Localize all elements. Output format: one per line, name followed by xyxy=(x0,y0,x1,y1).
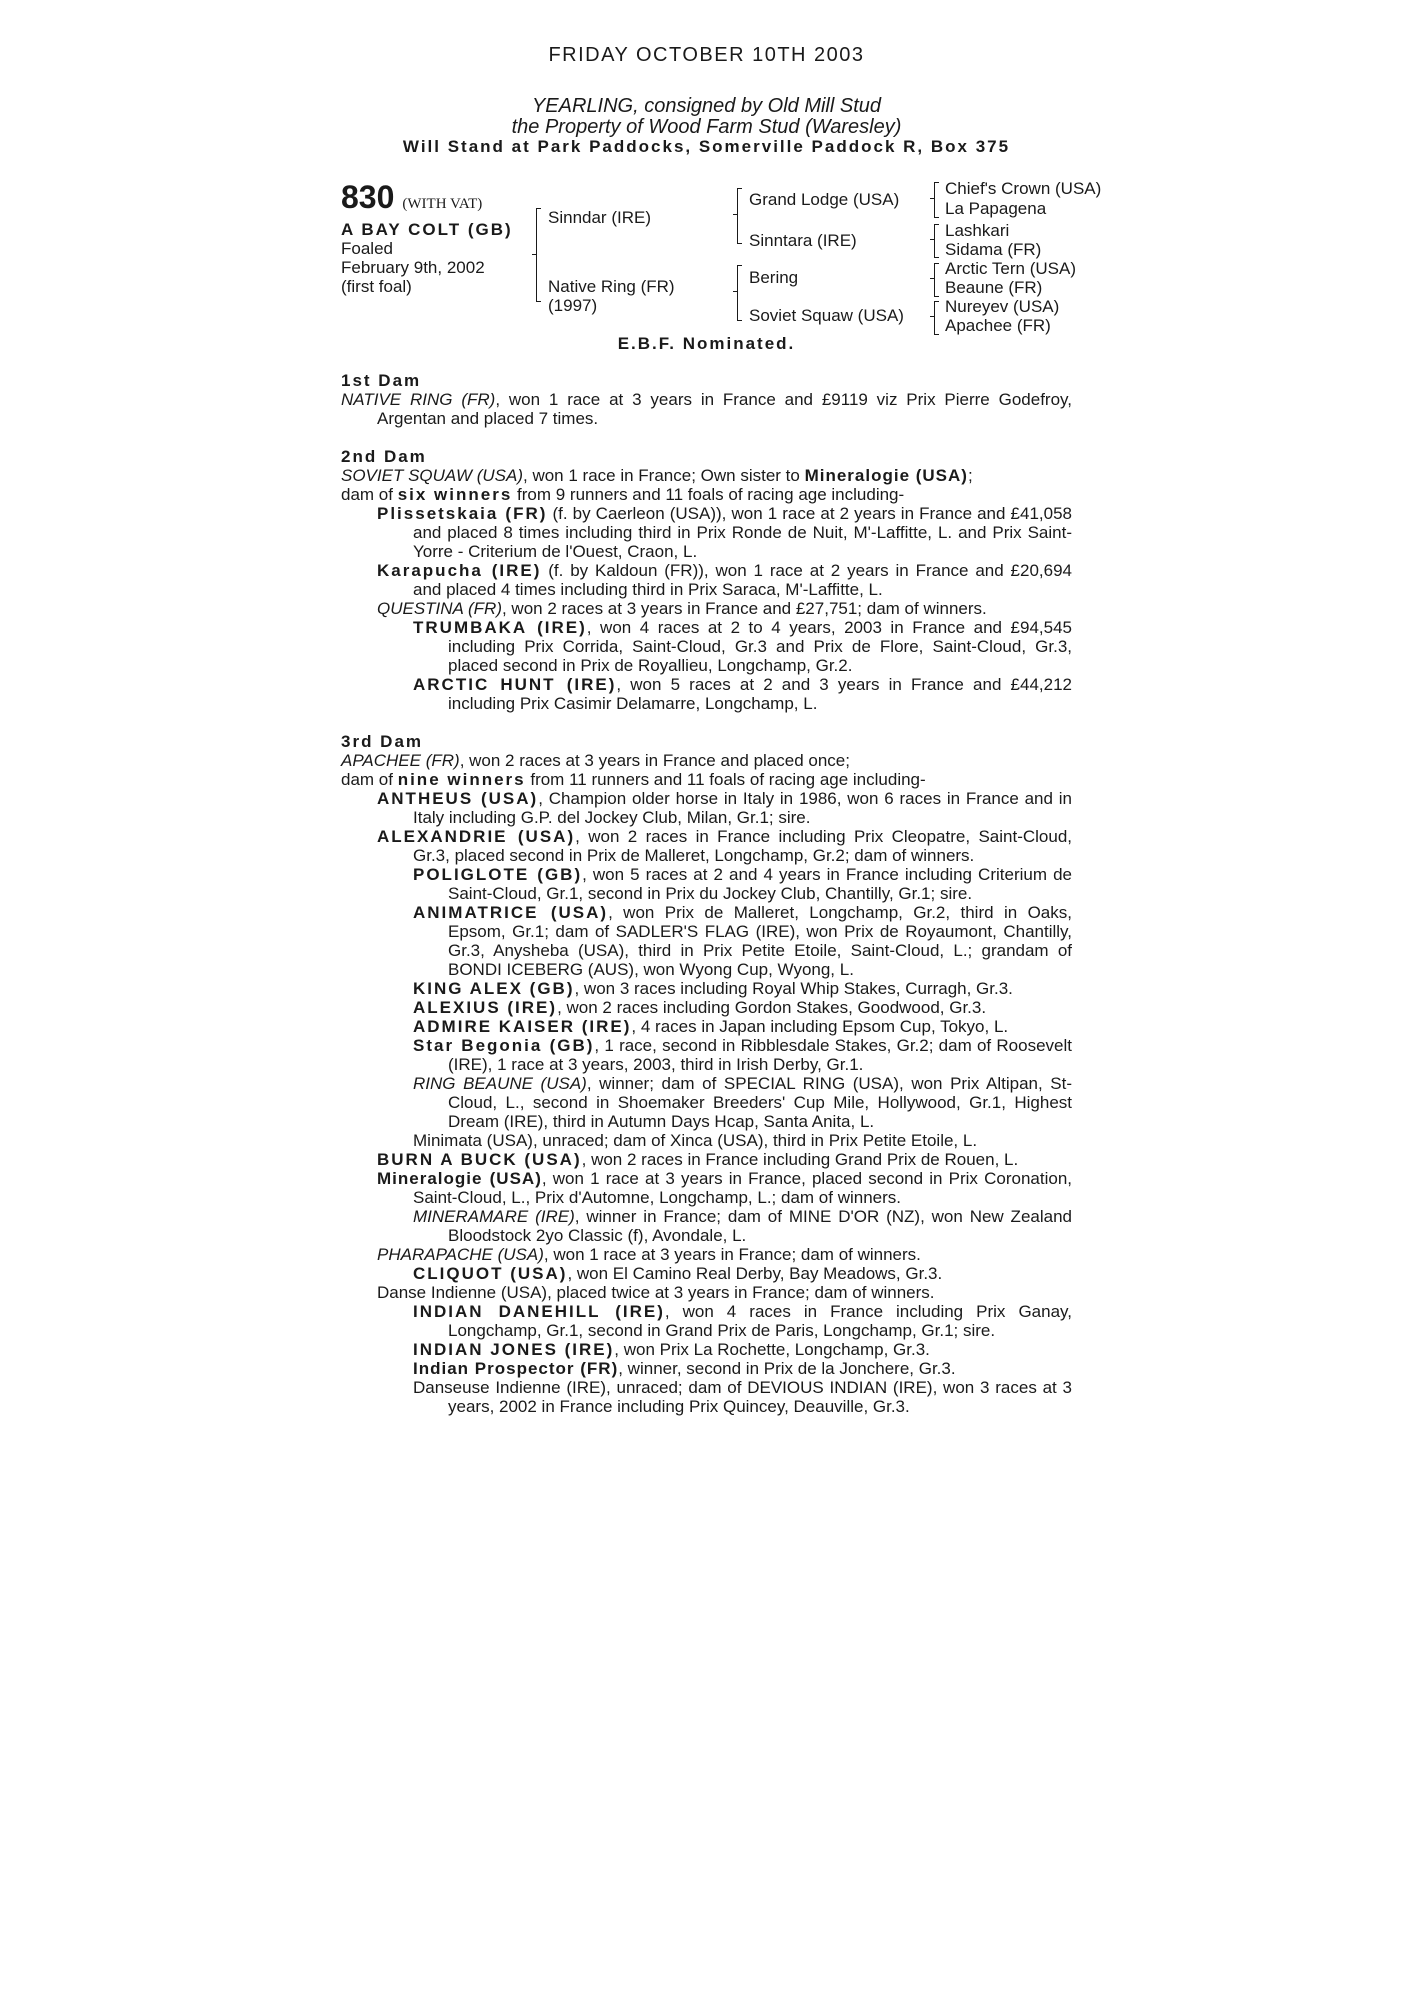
race-record: , won 3 races including Royal Whip Stakes, Curragh, Gr.3. xyxy=(574,979,1013,998)
summary-text: from 9 runners and 11 foals of racing age including- xyxy=(512,485,905,504)
horse-description xyxy=(341,220,513,296)
g-brace xyxy=(934,301,939,335)
great-grandparent: Sidama (FR) xyxy=(945,240,1042,259)
g-brace xyxy=(934,224,939,258)
race-record: , won 2 races including Gordon Stakes, Goodwood, Gr.3. xyxy=(557,998,987,1017)
sire-line-brace xyxy=(737,188,742,244)
horse-name: ALEXANDRIE (USA) xyxy=(377,827,576,846)
g-brace xyxy=(934,263,939,297)
brace-point xyxy=(930,278,935,279)
brace-point xyxy=(930,239,935,240)
consignment-block xyxy=(0,96,1413,138)
produce-entry xyxy=(341,979,1072,998)
horse-name: POLIGLOTE (GB) xyxy=(413,865,583,884)
first-dam-entry xyxy=(341,390,1072,428)
second-dam-summary xyxy=(341,485,1072,504)
great-grandparent: Arctic Tern (USA) xyxy=(945,259,1076,278)
property-line: the Property of Wood Farm Stud (Waresley) xyxy=(511,116,902,138)
produce-entry xyxy=(341,618,1072,675)
winners-count: nine winners xyxy=(397,770,526,789)
horse-name: ARCTIC HUNT (IRE) xyxy=(413,675,617,694)
produce-entry xyxy=(341,1017,1072,1036)
race-record: , unraced; dam of DEVIOUS INDIAN (IRE), won 3 races at 3 years, 2002 in France including Prix Quincey, Deauville, Gr.3. xyxy=(448,1378,1072,1416)
produce-entry xyxy=(341,1036,1072,1074)
race-record: , won 5 races at 2 and 3 years in France and £44,212 including Prix Casimir Delamarre, Longchamp, L. xyxy=(448,675,1072,713)
winners-count: six winners xyxy=(397,485,513,504)
first-dam-title: 1st Dam xyxy=(341,371,422,390)
third-dam-summary xyxy=(341,770,1072,789)
horse-name: ALEXIUS (IRE) xyxy=(413,998,558,1017)
lot-heading xyxy=(341,179,482,216)
race-record: , won 4 races in France including Prix Ganay, Longchamp, Gr.1, second in Grand Prix de Paris, Longchamp, Gr.1; sire. xyxy=(448,1302,1072,1340)
sale-date: FRIDAY OCTOBER 10TH 2003 xyxy=(548,44,865,66)
produce-entry xyxy=(341,1169,1072,1207)
produce-entry xyxy=(341,1074,1072,1131)
brace-point xyxy=(930,198,935,199)
race-record: , won 2 races at 3 years in France and £27,751; dam of winners. xyxy=(501,599,987,618)
horse-name: CLIQUOT (USA) xyxy=(413,1264,568,1283)
produce-entry xyxy=(341,504,1072,561)
horse-name: Karapucha (IRE) xyxy=(377,561,542,580)
consignor-line: YEARLING, consigned by Old Mill Stud xyxy=(531,95,882,117)
dam-name: SOVIET SQUAW (USA) xyxy=(341,466,523,485)
produce-entry xyxy=(341,865,1072,903)
second-dam-title: 2nd Dam xyxy=(341,447,427,466)
brace-point xyxy=(532,254,537,255)
race-record: , placed twice at 3 years in France; dam of winners. xyxy=(547,1283,935,1302)
horse-name: Star Begonia (GB) xyxy=(413,1036,595,1055)
produce-entry xyxy=(341,1378,1072,1416)
g-brace xyxy=(934,182,939,218)
produce-entry xyxy=(341,1302,1072,1340)
race-record: , won 5 races at 2 and 4 years in France including Criterium de Saint-Cloud, Gr.1, second in Prix du Jockey Club, Chantilly, Gr.1; sire. xyxy=(448,865,1072,903)
race-record: , won 1 race at 3 years in France; dam of winners. xyxy=(543,1245,921,1264)
race-record: , 4 races in Japan including Epsom Cup, Tokyo, L. xyxy=(631,1017,1009,1036)
dam-record: , won 2 races at 3 years in France and placed once; xyxy=(459,751,850,770)
dam-record: ; xyxy=(967,466,973,485)
third-dam-title: 3rd Dam xyxy=(341,732,424,751)
horse-name: Danseuse Indienne (IRE) xyxy=(413,1378,606,1397)
sister-name: Mineralogie (USA) xyxy=(804,466,968,485)
race-record: , won El Camino Real Derby, Bay Meadows, Gr.3. xyxy=(567,1264,943,1283)
second-dam-entry xyxy=(341,466,1072,485)
great-grandparent: Chief's Crown (USA) xyxy=(945,179,1102,198)
brace-point xyxy=(930,316,935,317)
race-record: , won 2 races in France including Prix Cleopatre, Saint-Cloud, Gr.3, placed second in Prix de Malleret, Longchamp, Gr.2; dam of winners. xyxy=(413,827,1072,865)
produce-entry xyxy=(341,1207,1072,1245)
summary-text: dam of xyxy=(341,485,398,504)
dam: Native Ring (FR) xyxy=(548,277,675,296)
race-record: , 1 race, second in Ribblesdale Stakes, Gr.2; dam of Roosevelt (IRE), 1 race at 3 years, 2003, third in Irish Derby, Gr.1. xyxy=(448,1036,1072,1074)
race-record: (f. by Caerleon (USA)), won 1 race at 2 years in France and £41,058 and placed 8 times including third in Prix Ronde de Nuit, M'-Laffitte, L. and Prix Saint-Yorre - Criterium de l'Ouest, Craon, L. xyxy=(413,504,1072,561)
great-grandparent: Beaune (FR) xyxy=(945,278,1043,297)
produce-entry xyxy=(341,903,1072,979)
stand-location: Will Stand at Park Paddocks, Somerville Paddock R, Box 375 xyxy=(402,137,1011,156)
horse-name: BURN A BUCK (USA) xyxy=(377,1150,582,1169)
race-record: , won Prix La Rochette, Longchamp, Gr.3. xyxy=(614,1340,930,1359)
produce-entry xyxy=(341,827,1072,865)
brace-point xyxy=(733,291,738,292)
dam-name: APACHEE (FR) xyxy=(341,751,460,770)
dam-year: (1997) xyxy=(548,296,598,315)
produce-entry xyxy=(341,998,1072,1017)
race-record: , Champion older horse in Italy in 1986, won 6 races in France and in Italy including G.P. del Jockey Club, Milan, Gr.1; sire. xyxy=(413,789,1072,827)
dam-record: , won 1 race at 3 years in France and £9119 viz Prix Pierre Godefroy, Argentan and placed 7 times. xyxy=(377,390,1072,428)
summary-text: dam of xyxy=(341,770,398,789)
horse-name: Plissetskaia (FR) xyxy=(377,504,548,523)
horse-name: TRUMBAKA (IRE) xyxy=(413,618,587,637)
sire-dam: Sinntara (IRE) xyxy=(749,231,857,250)
horse-name: ADMIRE KAISER (IRE) xyxy=(413,1017,632,1036)
ebf-note: E.B.F. Nominated. xyxy=(617,334,796,353)
race-record: (f. by Kaldoun (FR)), won 1 race at 2 years in France and £20,694 and placed 4 times including third in Prix Saraca, M'-Laffitte, L. xyxy=(413,561,1073,599)
horse-name: Mineralogie (USA) xyxy=(377,1169,542,1188)
produce-entry xyxy=(341,789,1072,827)
dam-record: , won 1 race in France; Own sister to xyxy=(523,466,805,485)
horse-name: MINERAMARE (IRE) xyxy=(413,1207,575,1226)
horse-name: QUESTINA (FR) xyxy=(377,599,502,618)
horse-name: Danse Indienne (USA) xyxy=(377,1283,548,1302)
vat-note: (WITH VAT) xyxy=(402,196,483,212)
race-record: , won Prix de Malleret, Longchamp, Gr.2, third in Oaks, Epsom, Gr.1; dam of SADLER'S FLAG (IRE), won Prix de Royaumont, Chantilly, Gr.3, Anysheba (USA), third in Prix Petite Etoile, Saint-Cloud, L.; grandam of BONDI ICEBERG (AUS), won Wyong Cup, Wyong, L. xyxy=(448,903,1072,979)
third-dam-entry xyxy=(341,751,1072,770)
great-grandparent: Lashkari xyxy=(945,221,1010,240)
produce-record xyxy=(341,371,1072,1416)
race-record: , winner in France; dam of MINE D'OR (NZ), won New Zealand Bloodstock 2yo Classic (f), Avondale, L. xyxy=(448,1207,1072,1245)
produce-entry xyxy=(341,599,1072,618)
lot-number: 830 xyxy=(341,179,395,215)
great-grandparent: Apachee (FR) xyxy=(945,316,1051,335)
foal-note: (first foal) xyxy=(341,277,412,296)
brace-point xyxy=(733,214,738,215)
produce-entry xyxy=(341,1359,1072,1378)
second-dam-produce xyxy=(341,504,1072,713)
sire-dam-brace xyxy=(536,208,541,302)
great-grandparent: Nureyev (USA) xyxy=(945,297,1060,316)
race-record: , won 4 races at 2 to 4 years, 2003 in France and £94,545 including Prix Corrida, Saint-Cloud, Gr.3 and Prix de Flore, Saint-Cloud, Gr.3, placed second in Prix de Royallieu, Longchamp, Gr.2. xyxy=(448,618,1072,675)
sire: Sinndar (IRE) xyxy=(548,208,651,227)
third-dam-produce xyxy=(341,789,1072,1416)
produce-entry xyxy=(341,1245,1072,1264)
produce-entry xyxy=(341,1283,1072,1302)
sire-sire: Grand Lodge (USA) xyxy=(749,190,900,209)
foaled-label: Foaled xyxy=(341,239,393,258)
race-record: , unraced; dam of Xinca (USA), third in Prix Petite Etoile, L. xyxy=(532,1131,978,1150)
race-record: , won 1 race at 3 years in France, placed second in Prix Coronation, Saint-Cloud, L., Prix d'Automne, Longchamp, L.; dam of winners. xyxy=(413,1169,1072,1207)
horse-name: Indian Prospector (FR) xyxy=(413,1359,619,1378)
race-record: , winner; dam of SPECIAL RING (USA), won Prix Altipan, St-Cloud, L., second in Shoemaker Breeders' Cup Mile, Hollywood, Gr.1, Highest Dream (IRE), third in Autumn Days Hcap, Santa Anita, L. xyxy=(448,1074,1072,1131)
horse-name: ANTHEUS (USA) xyxy=(377,789,539,808)
produce-entry xyxy=(341,561,1072,599)
great-grandparent: La Papagena xyxy=(945,199,1047,218)
dam-name: NATIVE RING (FR) xyxy=(341,390,496,409)
horse-name: INDIAN DANEHILL (IRE) xyxy=(413,1302,665,1321)
horse-name: RING BEAUNE (USA) xyxy=(413,1074,587,1093)
dam-sire: Bering xyxy=(749,268,799,287)
horse-name: KING ALEX (GB) xyxy=(413,979,575,998)
summary-text: from 11 runners and 11 foals of racing age including- xyxy=(525,770,926,789)
produce-entry xyxy=(341,675,1072,713)
produce-entry xyxy=(341,1131,1072,1150)
horse-name: INDIAN JONES (IRE) xyxy=(413,1340,615,1359)
produce-entry xyxy=(341,1340,1072,1359)
horse-name: PHARAPACHE (USA) xyxy=(377,1245,544,1264)
horse-sex-colour: A BAY COLT (GB) xyxy=(341,220,513,239)
produce-entry xyxy=(341,1150,1072,1169)
race-record: , won 2 races in France including Grand Prix de Rouen, L. xyxy=(581,1150,1019,1169)
produce-entry xyxy=(341,1264,1072,1283)
horse-name: ANIMATRICE (USA) xyxy=(413,903,609,922)
foaled-date: February 9th, 2002 xyxy=(341,258,485,277)
dam-dam: Soviet Squaw (USA) xyxy=(749,306,904,325)
dam-line-brace xyxy=(737,265,742,321)
race-record: , winner, second in Prix de la Jonchere, Gr.3. xyxy=(618,1359,956,1378)
horse-name: Minimata (USA) xyxy=(413,1131,533,1150)
